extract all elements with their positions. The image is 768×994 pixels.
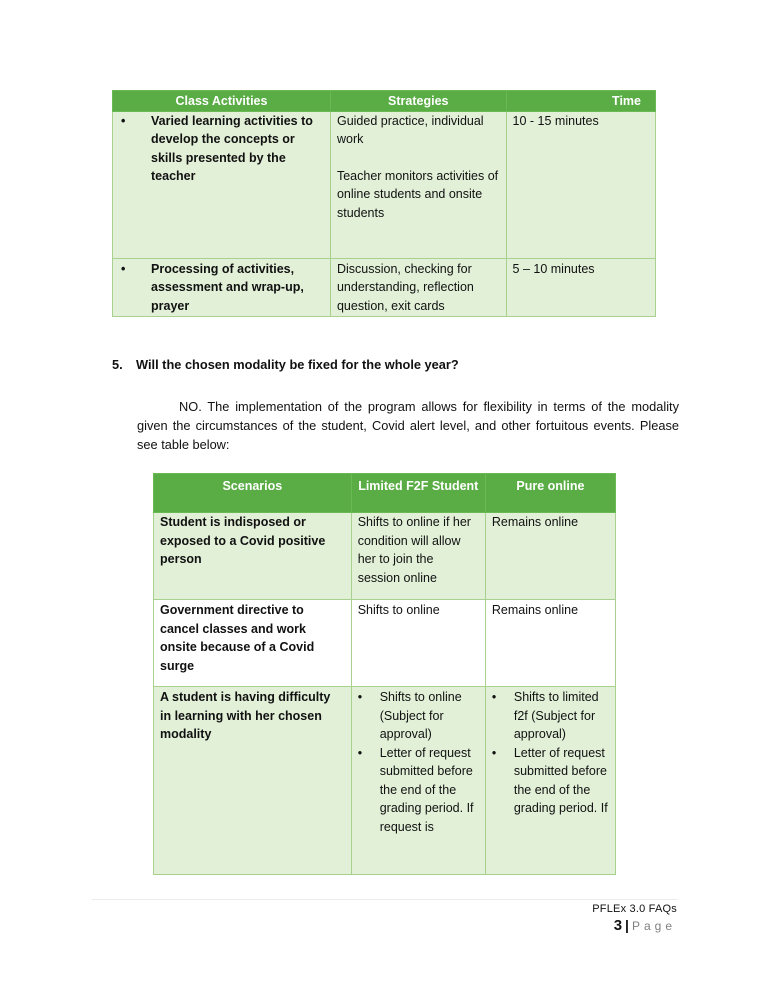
time-cell: 10 - 15 minutes [506, 111, 655, 258]
table-row [154, 513, 616, 600]
table-row [154, 600, 616, 687]
page-number: 3 [613, 917, 626, 934]
strategy-text: Teacher monitors activities of online students and onsite students [336, 168, 499, 220]
bullet-icon: • [121, 113, 126, 128]
strategy-text: Guided practice, individual work [336, 113, 484, 146]
strategy-cell: Discussion, checking for understanding, reflection question, exit cards [330, 258, 506, 316]
list-item: • Shifts to limited f2f (Subject for approval) [492, 688, 609, 744]
online-cell: Remains online [485, 600, 615, 687]
bullet-icon: • [121, 261, 126, 276]
scenario-cell: Student is indisposed or exposed to a Covid positive person [154, 513, 352, 600]
activity-text: Varied learning activities to develop the concepts or skills presented by the teacher [151, 113, 313, 183]
bullet-icon: • [491, 745, 497, 760]
activity-cell [113, 111, 331, 258]
activity-text: Processing of activities, assessment and wrap-up, prayer [151, 261, 304, 313]
f2f-cell [351, 687, 485, 875]
header-strategies: Strategies [330, 91, 506, 112]
bullet-icon: • [357, 745, 363, 760]
class-activities-table [112, 90, 656, 317]
answer-text: NO. The implementation of the program allows for flexibility in terms of the modality given the circumstances of the student, Covid alert level, and other fortuitous events. Please see table below: [137, 399, 679, 452]
bullet-icon: • [491, 690, 497, 704]
section-number: 5. [112, 357, 123, 372]
online-cell [485, 687, 615, 875]
time-cell: 5 – 10 minutes [506, 258, 655, 316]
footer-doc-title: PFLEx 3.0 FAQs [592, 903, 677, 915]
header-scenarios: Scenarios [154, 474, 352, 513]
header-class-activities: Class Activities [113, 91, 331, 112]
scenario-cell: Government directive to cancel classes and work onsite because of a Covid surge [154, 600, 352, 687]
footer-page-number [614, 917, 676, 934]
section-5-answer [137, 397, 679, 454]
page-label: Page [631, 919, 676, 933]
header-pure-online: Pure online [485, 474, 615, 513]
header-limited-f2f: Limited F2F Student [351, 474, 485, 513]
table-header-row [154, 474, 616, 513]
section-5-heading [112, 357, 459, 372]
page-separator: | [625, 917, 632, 933]
activity-cell [113, 258, 331, 316]
online-cell: Remains online [485, 513, 615, 600]
bullet-icon: • [357, 690, 363, 704]
f2f-cell: Shifts to online if her condition will allow her to join the session online [351, 513, 485, 600]
list-item: • Shifts to online (Subject for approval) [358, 688, 479, 744]
table-header-row [113, 91, 656, 112]
table-row [113, 258, 656, 316]
list-item: • Letter of request submitted before the end of the grading period. If [492, 744, 609, 818]
f2f-cell: Shifts to online [351, 600, 485, 687]
table-row [113, 111, 656, 258]
scenarios-table [153, 473, 616, 875]
section-question: Will the chosen modality be fixed for the whole year? [136, 357, 459, 372]
footer-divider [92, 899, 678, 900]
list-item: • Letter of request submitted before the end of the grading period. If request is [358, 744, 479, 837]
header-time: Time [506, 91, 655, 112]
table-row [154, 687, 616, 875]
scenario-cell: A student is having difficulty in learning with her chosen modality [154, 687, 352, 875]
strategy-cell [330, 111, 506, 258]
